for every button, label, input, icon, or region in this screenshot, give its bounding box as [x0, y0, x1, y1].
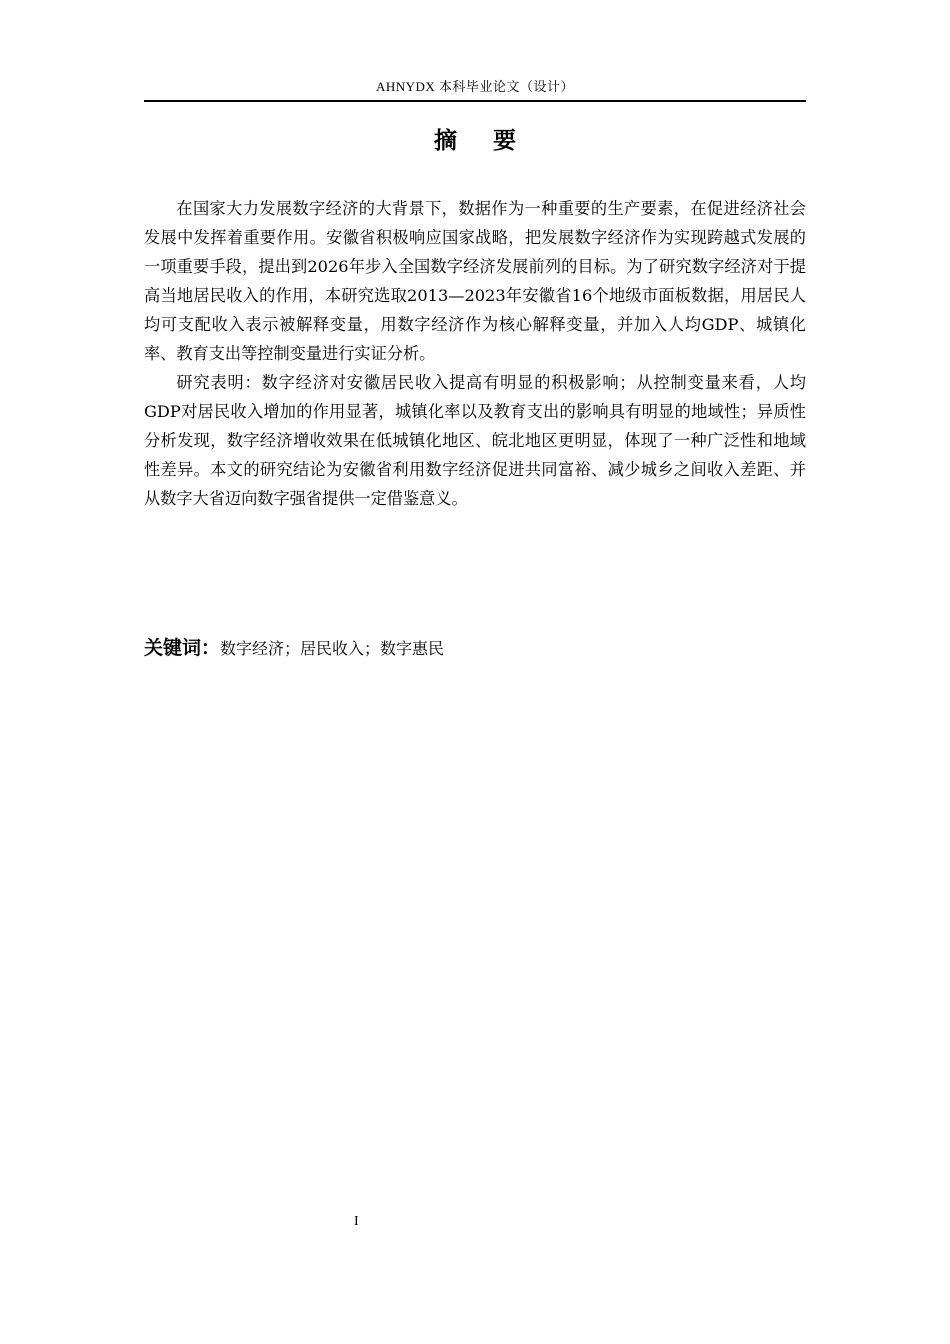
- abstract-body: [144, 194, 806, 513]
- keywords-value: 数字经济；居民收入；数字惠民: [220, 639, 445, 658]
- abstract-paragraph-1: 在国家大力发展数字经济的大背景下，数据作为一种重要的生产要素，在促进经济社会发展中发挥着重要作用。安徽省积极响应国家战略，把发展数字经济作为实现跨越式发展的一项重要手段，提出到2026年步入全国数字经济发展前列的目标。为了研究数字经济对于提高当地居民收入的作用，本研究选取2013—2023年安徽省16个地级市面板数据，用居民人均可支配收入表示被解释变量，用数字经济作为核心解释变量，并加入人均GDP、城镇化率、教育支出等控制变量进行实证分析。: [144, 199, 806, 363]
- header-rule: [144, 100, 806, 102]
- keywords-line: [144, 633, 806, 664]
- abstract-title: 摘 要: [433, 128, 530, 154]
- running-header: AHNYDX 本科毕业论文（设计）: [375, 79, 575, 94]
- page-number: I: [354, 1214, 359, 1229]
- abstract-paragraph-2: 研究表明：数字经济对安徽居民收入提高有明显的积极影响；从控制变量来看，人均GDP对居民收入增加的作用显著，城镇化率以及教育支出的影响具有明显的地域性；异质性分析发现，数字经济增收效果在低城镇化地区、皖北地区更明显，体现了一种广泛性和地域性差异。本文的研究结论为安徽省利用数字经济促进共同富裕、减少城乡之间收入差距、并从数字大省迈向数字强省提供一定借鉴意义。: [144, 373, 806, 508]
- keywords-label: 关键词：: [144, 637, 221, 659]
